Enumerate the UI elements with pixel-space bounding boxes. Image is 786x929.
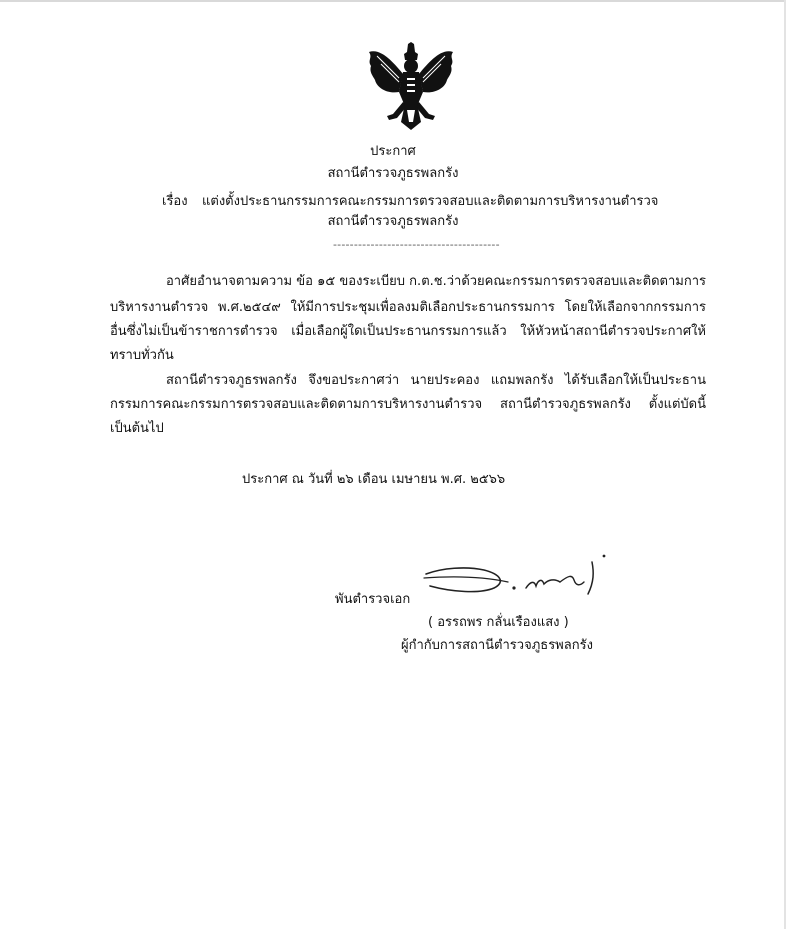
signatory-position: ผู้กำกับการสถานีตำรวจภูธรพลกรัง (401, 638, 593, 653)
paragraph-1-line-1: อาศัยอำนาจตามความ ข้อ ๑๕ ของระเบียบ ก.ต.ช.ว่าด้วยคณะกรรมการตรวจสอบและติดตามการ (166, 274, 706, 289)
signatory-name: ( อรรถพร กลั่นเรืองแสง ) (428, 615, 569, 630)
paragraph-2-line-3: เป็นต้นไป (110, 421, 164, 436)
paragraph-1-line-4: ทราบทั่วกัน (110, 348, 174, 363)
paragraph-2-line-2: กรรมการคณะกรรมการตรวจสอบและติดตามการบริหารงานตำรวจ สถานีตำรวจภูธรพลกรัง ตั้งแต่บัดนี้ (110, 397, 706, 412)
subject-text: แต่งตั้งประธานกรรมการคณะกรรมการตรวจสอบและติดตามการบริหารงานตำรวจ (202, 194, 659, 209)
signatory-rank: พันตำรวจเอก (335, 592, 411, 607)
paragraph-1-line-2: บริหารงานตำรวจ พ.ศ.๒๕๔๙ ให้มีการประชุมเพื่อลงมติเลือกประธานกรรมการ โดยให้เลือกจากกรรมการ (110, 300, 706, 315)
document-title: ประกาศ (370, 144, 416, 159)
announcement-date: ประกาศ ณ วันที่ ๒๖ เดือน เมษายน พ.ศ. ๒๕๖๖ (242, 472, 506, 487)
subject-label: เรื่อง (162, 194, 188, 209)
paragraph-2-line-1: สถานีตำรวจภูธรพลกรัง จึงขอประกาศว่า นายประคอง แถมพลกรัง ได้รับเลือกให้เป็นประธาน (166, 373, 706, 388)
subject-line (162, 190, 658, 211)
organization-name: สถานีตำรวจภูธรพลกรัง (327, 166, 459, 181)
garuda-emblem-icon (363, 42, 459, 132)
subject-organization: สถานีตำรวจภูธรพลกรัง (327, 214, 459, 229)
paragraph-1-line-3: อื่นซึ่งไม่เป็นข้าราชการตำรวจ เมื่อเลือกผู้ใดเป็นประธานกรรมการแล้ว ให้หัวหน้าสถานีตำรวจประกาศให้ (110, 324, 706, 339)
top-border (0, 0, 786, 2)
divider: ---------------------------------------- (333, 238, 500, 251)
handwritten-signature-icon (422, 552, 612, 602)
